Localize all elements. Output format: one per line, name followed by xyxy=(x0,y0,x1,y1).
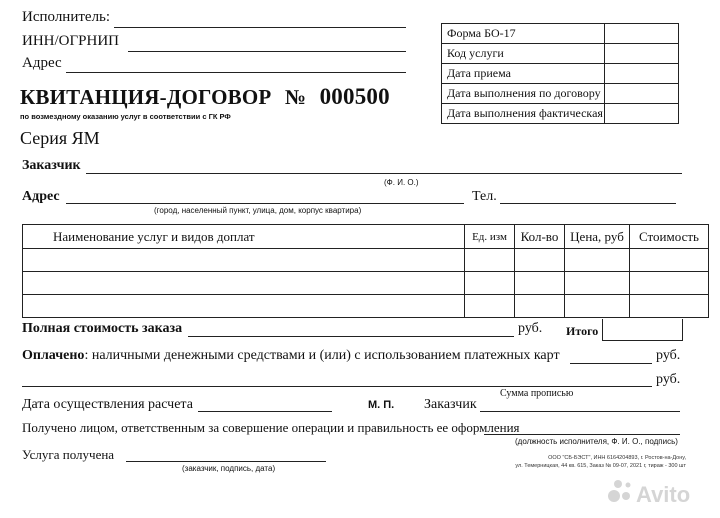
form-info-table xyxy=(441,23,679,124)
table-row xyxy=(23,249,709,272)
title-text: КВИТАНЦИЯ-ДОГОВОР xyxy=(20,85,272,109)
full-cost-label: Полная стоимость заказа xyxy=(22,321,183,336)
paid-label: Оплачено xyxy=(22,348,85,363)
payment-date-line[interactable] xyxy=(198,411,332,412)
column-header-unit: Ед. изм xyxy=(465,225,515,249)
info-label: Дата выполнения по договору xyxy=(442,84,605,104)
full-cost-line[interactable] xyxy=(188,336,514,337)
executor-label: Исполнитель: xyxy=(22,9,111,25)
info-row xyxy=(442,44,679,64)
customer-address-line[interactable] xyxy=(66,203,464,204)
phone-label: Тел. xyxy=(472,189,497,204)
info-row xyxy=(442,24,679,44)
cell-qty[interactable] xyxy=(515,295,565,318)
number-sign: № xyxy=(284,85,307,109)
document-subtitle: по возмездному оказанию услуг в соответствии с ГК РФ xyxy=(20,112,231,121)
paid-amount-line[interactable] xyxy=(570,363,652,364)
received-line[interactable] xyxy=(484,434,680,435)
customer-line[interactable] xyxy=(86,173,682,174)
inn-line[interactable] xyxy=(128,51,406,52)
service-received-line[interactable] xyxy=(126,461,326,462)
column-header-qty: Кол-во xyxy=(515,225,565,249)
cell-name[interactable] xyxy=(23,295,465,318)
phone-line[interactable] xyxy=(500,203,676,204)
cell-name[interactable] xyxy=(23,272,465,295)
paid-row xyxy=(22,348,560,364)
info-label: Форма БО-17 xyxy=(442,24,605,44)
column-header-price: Цена, руб xyxy=(565,225,630,249)
info-row xyxy=(442,84,679,104)
info-row xyxy=(442,64,679,84)
info-label: Код услуги xyxy=(442,44,605,64)
customer-label: Заказчик xyxy=(22,158,81,173)
avito-logo-icon xyxy=(604,472,712,508)
cell-cost[interactable] xyxy=(630,249,709,272)
column-header-name: Наименование услуг и видов доплат xyxy=(23,225,465,249)
document-number: 000500 xyxy=(319,84,390,109)
cell-price[interactable] xyxy=(565,272,630,295)
sum-in-words-line[interactable] xyxy=(22,386,652,387)
service-received-hint: (заказчик, подпись, дата) xyxy=(182,464,276,473)
info-label: Дата приема xyxy=(442,64,605,84)
info-value-cell[interactable] xyxy=(605,24,679,44)
table-row xyxy=(23,272,709,295)
cell-name[interactable] xyxy=(23,249,465,272)
cell-unit[interactable] xyxy=(465,272,515,295)
info-value-cell[interactable] xyxy=(605,44,679,64)
stamp-placeholder: М. П. xyxy=(368,399,395,411)
customer-hint: (Ф. И. О.) xyxy=(384,178,419,187)
executor-address-label: Адрес xyxy=(22,55,62,71)
series-label: Серия xyxy=(20,128,68,148)
cell-unit[interactable] xyxy=(465,249,515,272)
info-value-cell[interactable] xyxy=(605,104,679,124)
cell-price[interactable] xyxy=(565,249,630,272)
info-row xyxy=(442,104,679,124)
footer-customer-label: Заказчик xyxy=(424,397,477,412)
services-table xyxy=(22,224,709,318)
payment-date-label: Дата осуществления расчета xyxy=(22,397,193,412)
executor-line[interactable] xyxy=(114,27,406,28)
inn-label: ИНН/ОГРНИП xyxy=(22,33,120,49)
cell-unit[interactable] xyxy=(465,295,515,318)
paid-text: : наличными денежными средствами и (или) с использованием платежных карт xyxy=(84,348,560,363)
info-value-cell[interactable] xyxy=(605,64,679,84)
cell-qty[interactable] xyxy=(515,272,565,295)
customer-address-hint: (город, населенный пункт, улица, дом, корпус квартира) xyxy=(154,206,362,215)
avito-text: Avito xyxy=(636,482,691,507)
footer-customer-line[interactable] xyxy=(480,411,680,412)
info-value-cell[interactable] xyxy=(605,84,679,104)
received-hint: (должность исполнителя, Ф. И. О., подпись) xyxy=(515,437,678,446)
received-text: Получено лицом, ответственным за совершение операции и правильность ее оформления xyxy=(22,420,520,435)
document-title xyxy=(20,84,390,110)
info-label: Дата выполнения фактическая xyxy=(442,104,605,124)
service-received-label: Услуга получена xyxy=(22,447,115,462)
cell-price[interactable] xyxy=(565,295,630,318)
sum-currency: руб. xyxy=(656,372,681,387)
printer-line-2: ул. Темерницкая, 44 кв. 615, Заказ № 09-07, 2021 г, тираж - 300 шт xyxy=(515,463,686,469)
table-row xyxy=(23,295,709,318)
printer-info xyxy=(486,454,686,470)
cell-cost[interactable] xyxy=(630,295,709,318)
cell-cost[interactable] xyxy=(630,272,709,295)
customer-address-label: Адрес xyxy=(22,189,60,204)
cell-qty[interactable] xyxy=(515,249,565,272)
executor-address-line[interactable] xyxy=(66,72,406,73)
avito-watermark-graphic xyxy=(604,472,712,508)
series-value: ЯМ xyxy=(71,128,100,148)
paid-currency: руб. xyxy=(656,348,681,363)
total-label: Итого xyxy=(566,324,599,338)
sum-in-words-hint: Сумма прописью xyxy=(500,388,574,399)
full-cost-currency: руб. xyxy=(518,321,543,336)
printer-line-1: ООО "СБ-БЭСТ", ИНН 6164204893, г. Ростов-на-Дону, xyxy=(548,455,686,461)
column-header-cost: Стоимость xyxy=(630,225,709,249)
series xyxy=(20,128,100,149)
table-header-row xyxy=(23,225,709,249)
total-box[interactable] xyxy=(602,319,683,341)
